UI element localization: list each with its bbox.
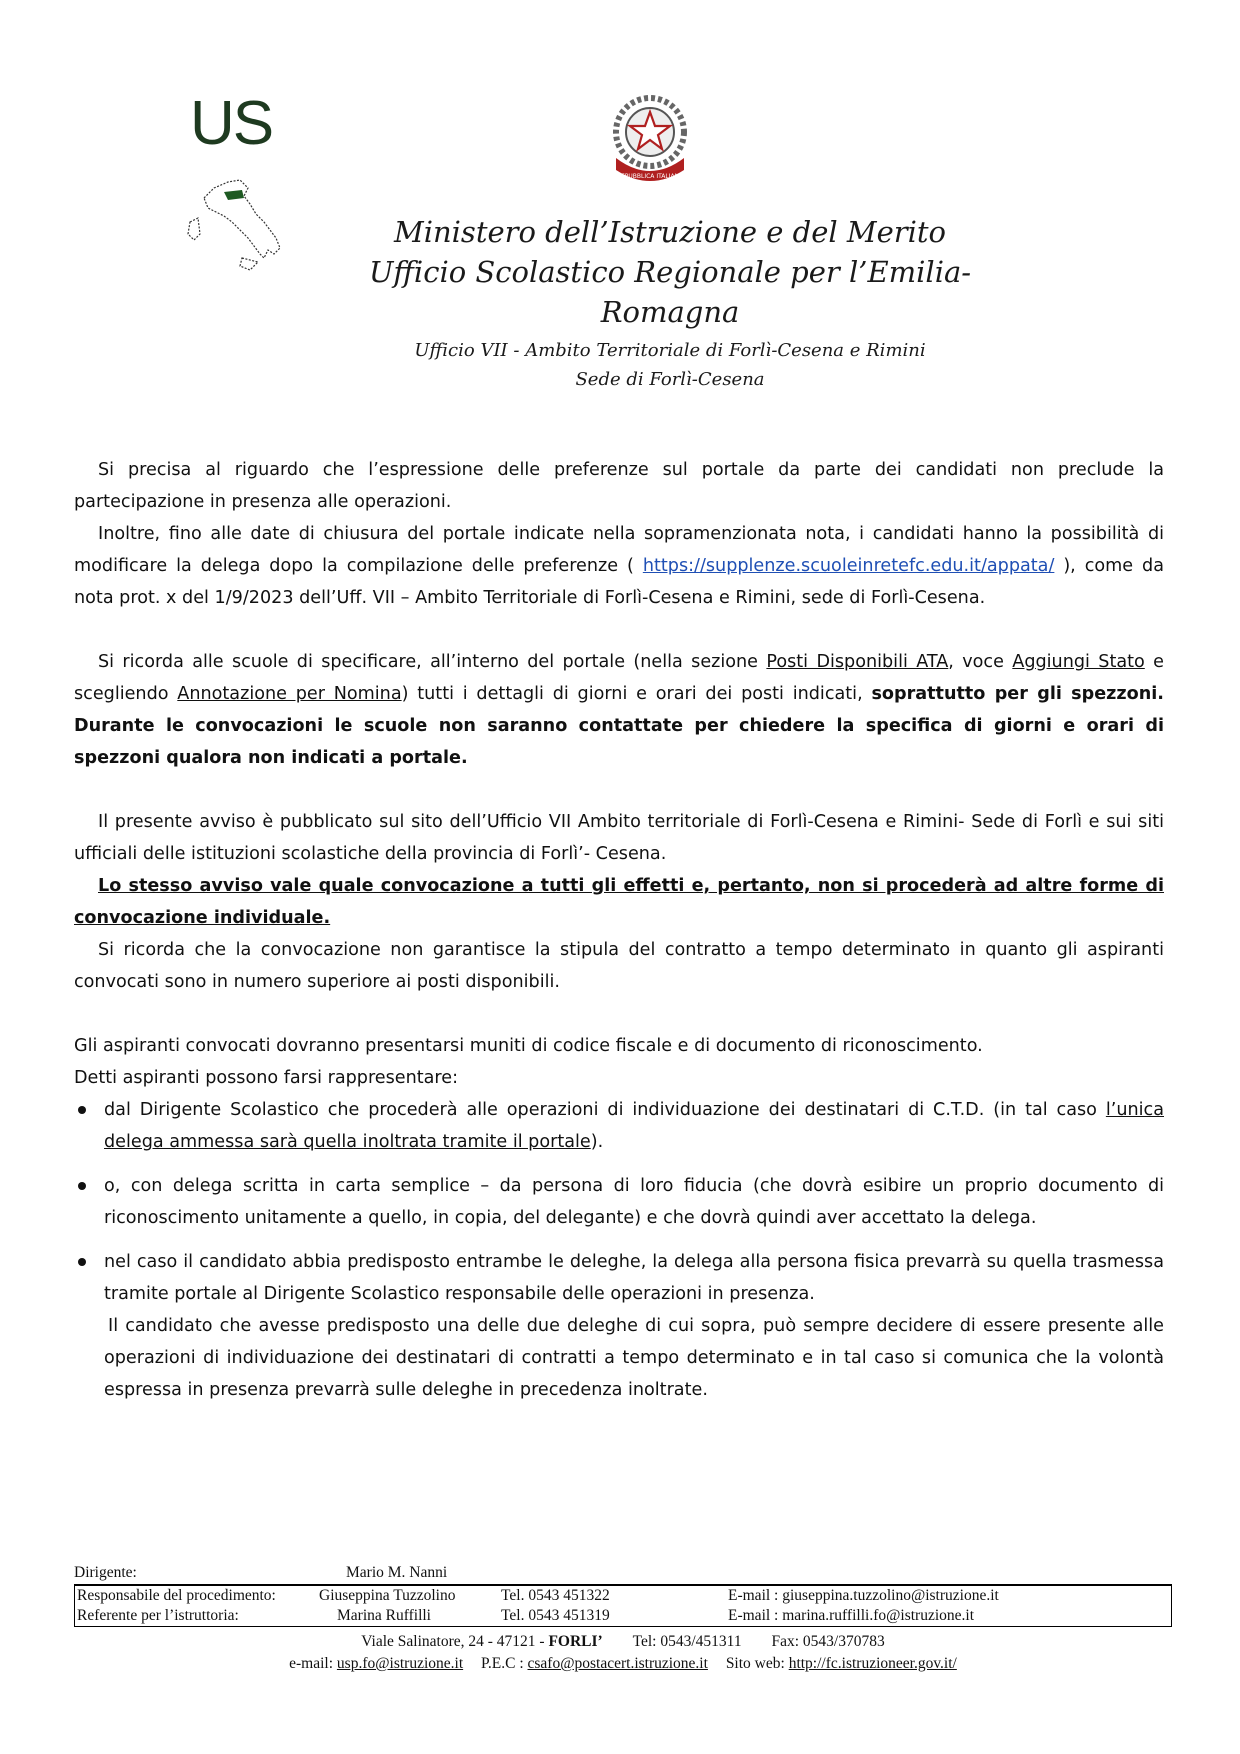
contact-label: Referente per l’istruttoria: [77,1607,239,1624]
dirigente-name: Mario M. Nanni [346,1564,448,1581]
address-text: Viale Salinatore, 24 - 47121 - [361,1633,549,1650]
paragraph-publication: Il presente avviso è pubblicato sul sito dell’Ufficio VII Ambito territoriale di Forlì-Cesena e Rimini- Sede di Forlì e sui siti ufficiali delle istituzioni scolastiche della provincia di Forlì’- Cesena. [74,812,1164,864]
website-link[interactable]: http://fc.istruzioneer.gov.it/ [788,1655,957,1672]
pec-label: P.E.C : [481,1655,524,1672]
emblem-text: REPUBBLICA ITALIANA [616,173,684,180]
bullet-icon [78,1258,86,1266]
paragraph-preferences: Si precisa al riguardo che l’espressione delle preferenze sul portale da parte dei candidati non preclude la partecipazione in presenza alle operazioni. [74,460,1164,512]
contact-name: Marina Ruffilli [337,1607,431,1624]
list-item-underlined: l’unica delega ammessa sarà quella inoltrata tramite il portale [104,1100,1164,1152]
paragraph-presence-override: Il candidato che avesse predisposto una delle due deleghe di cui sopra, può sempre decidere di essere presente alle operazioni di individuazione dei destinatari di contratti a tempo determinato e in tal caso si comunica che la volontà espressa in presenza prevarrà sulle deleghe in precedenza inoltrate. [104,1316,1164,1400]
list-item-text: nel caso il candidato abbia predisposto entrambe le deleghe, la delega alla persona fisica prevarrà su quella trasmessa tramite portale al Dirigente Scolastico responsabile delle operazioni in presenza. [104,1252,1164,1304]
paragraph-convocation-notice: Lo stesso avviso vale quale convocazione a tutti gli effetti e, pertanto, non si procederà ad altre forme di convocazione individuale. [74,876,1164,928]
office-seat: Sede di Forlì-Cesena [575,369,765,390]
paragraph-text: e scegliendo [74,652,1164,704]
menu-aggiungi-stato: Aggiungi Stato [1012,652,1145,672]
contact-name: Giuseppina Tuzzolino [319,1587,456,1604]
ministry-name: Ministero dell’Istruzione e del Merito [394,215,946,249]
web-label: Sito web: [725,1655,785,1672]
bullet-icon [78,1106,86,1114]
ministry-heading [300,212,1040,394]
paragraph-representation: Detti aspiranti possono farsi rappresentare: [74,1068,459,1088]
list-item-text: o, con delega scritta in carta semplice – da persona di loro fiducia (che dovrà esibire un proprio documento di riconoscimento unitamente a quello, in copia, del delegante) e che dovrà quindi aver accettato la delega. [104,1176,1164,1228]
contacts-table [74,1585,1172,1627]
table-row [75,1606,1172,1627]
paragraph-text: ) tutti i dettagli di giorni e orari dei posti indicati, [401,684,872,704]
email-label: e-mail: [289,1655,334,1672]
office-address [74,1631,1172,1653]
portal-link[interactable]: https://supplenze.scuoleinretefc.edu.it/appata/ [642,556,1055,576]
list-item [74,1170,1164,1234]
regional-office-name: Ufficio Scolastico Regionale per l’Emilia-Romagna [368,255,972,329]
office-phone: Tel: 0543/451311 [632,1633,742,1650]
pec-link[interactable]: csafo@postacert.istruzione.it [527,1655,708,1672]
list-item-text: dal Dirigente Scolastico che procederà alle operazioni di individuazione dei destinatari di C.T.D. (in tal caso [104,1100,1106,1120]
paragraph-no-guarantee: Si ricorda che la convocazione non garantisce la stipula del contratto a tempo determinato in quanto gli aspiranti convocati sono in numero superiore ai posti disponibili. [74,940,1164,992]
representation-list [74,1094,1164,1310]
contact-label: Responsabile del procedimento: [77,1587,276,1604]
list-item [74,1094,1164,1158]
document-footer [74,1564,1172,1675]
paragraph-text: Inoltre, fino alle date di chiusura del portale indicate nella sopramenzionata nota, i candidati hanno la possibilità di modificare la delega dopo la compilazione delle preferenze ( [74,524,1164,576]
list-item [74,1246,1164,1310]
contact-tel: Tel. 0543 451319 [501,1607,610,1624]
italy-map-icon [184,158,294,278]
footer-dirigente-row [74,1564,1172,1585]
contact-tel: Tel. 0543 451322 [501,1587,610,1604]
table-row [75,1586,1172,1607]
paragraph-text: , voce [948,652,1013,672]
contact-email: E-mail : giuseppina.tuzzolino@istruzione.it [728,1587,999,1604]
option-annotazione-nomina: Annotazione per Nomina [177,684,402,704]
paragraph-documents: Gli aspiranti convocati dovranno presentarsi muniti di codice fiscale e di documento di riconoscimento. [74,1036,983,1056]
paragraph-text: ), come da nota prot. x del 1/9/2023 dell’Uff. VII – Ambito Territoriale di Forlì-Cesena e Rimini, sede di Forlì-Cesena. [74,556,1164,608]
contact-email: E-mail : marina.ruffilli.fo@istruzione.it [728,1607,974,1624]
office-fax: Fax: 0543/370783 [771,1633,885,1650]
italian-republic-emblem-icon [604,92,696,192]
dirigente-label: Dirigente: [74,1564,137,1581]
paragraph-delegation-change [74,518,1164,614]
section-posti-disponibili: Posti Disponibili ATA [766,652,949,672]
paragraph-text: Si ricorda alle scuole di specificare, all’interno del portale (nella sezione [98,652,767,672]
bold-warning: soprattutto per gli spezzoni. Durante le convocazioni le scuole non saranno contattate per chiedere la specifica di giorni e orari di spezzoni qualora non indicati a portale. [74,684,1164,768]
bullet-icon [78,1182,86,1190]
usr-logo [184,88,304,278]
usr-logo-text: US [190,89,273,158]
list-item-text: ). [590,1132,604,1152]
address-city: FORLI’ [548,1633,603,1650]
territorial-office-name: Ufficio VII - Ambito Territoriale di Forlì-Cesena e Rimini [414,340,926,361]
document-body [74,454,1164,1406]
paragraph-schools-instructions [74,646,1164,774]
office-contacts [74,1653,1172,1675]
email-link[interactable]: usp.fo@istruzione.it [336,1655,464,1672]
